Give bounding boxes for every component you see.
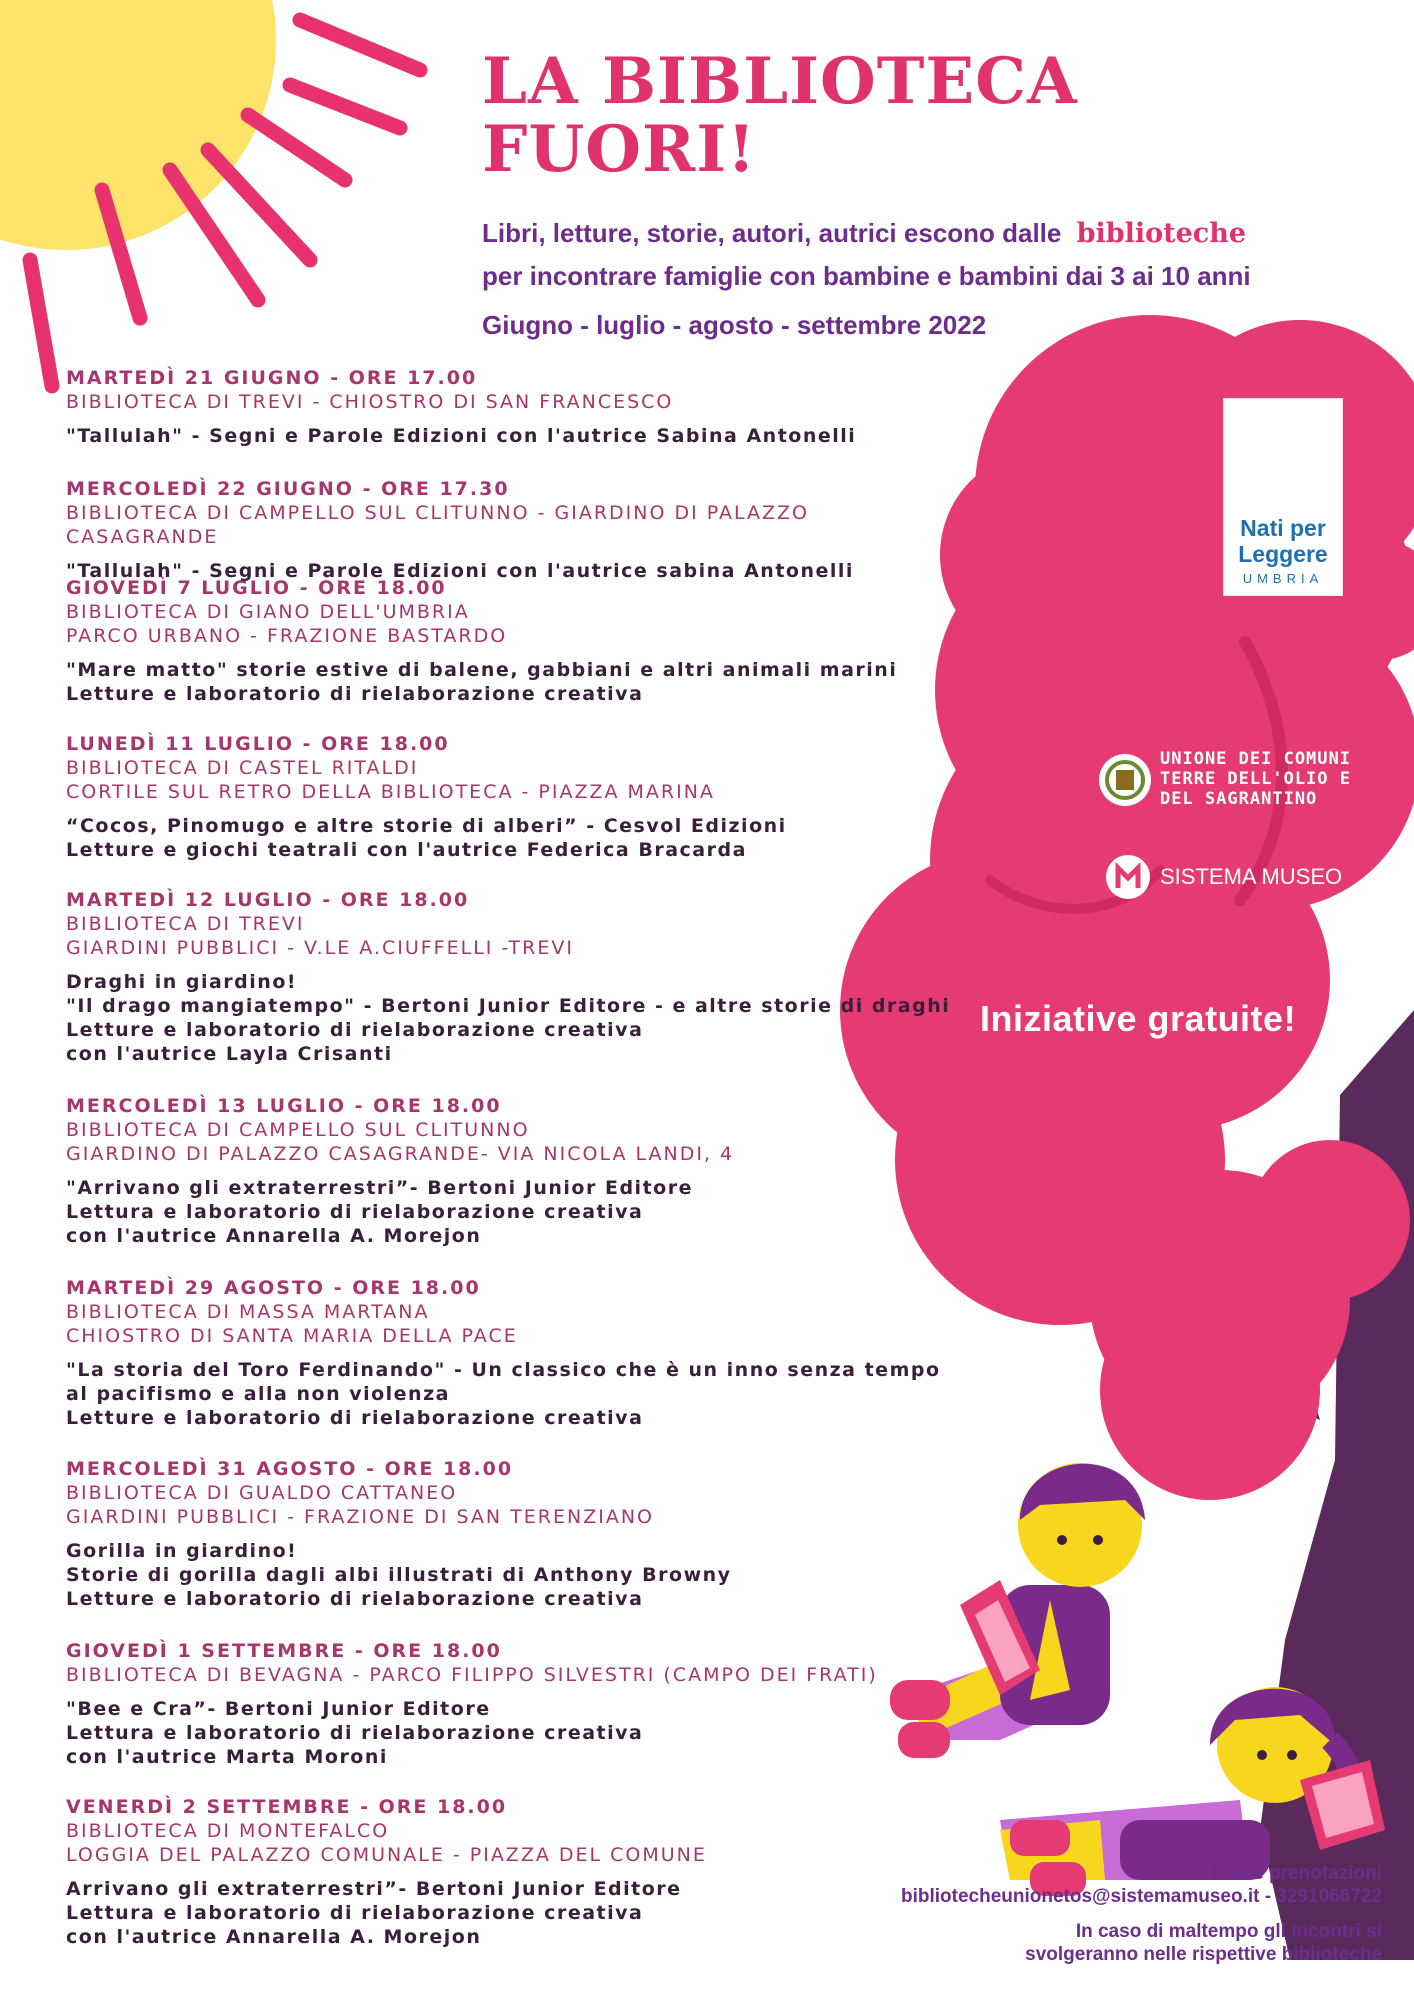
nati-per-leggere-logo: [1224, 399, 1342, 595]
event-desc: "Bee e Cra”- Bertoni Junior Editore: [66, 1698, 491, 1720]
event-4: [66, 732, 966, 862]
event-desc: "Il drago mangiatempo" - Bertoni Junior Editore - e altre storie di draghi: [66, 995, 951, 1017]
event-desc: Draghi in giardino!: [66, 971, 298, 993]
event-date: MERCOLEDÌ 31 AGOSTO - ORE 18.00: [66, 1458, 514, 1480]
event-6: [66, 1094, 966, 1248]
info-title: Info e prenotazioni: [1213, 1863, 1382, 1884]
event-desc: "Mare matto" storie estive di balene, gabbiani e altri animali marini: [66, 659, 898, 681]
event-date: VENERDÌ 2 SETTEMBRE - ORE 18.00: [66, 1796, 508, 1818]
event-desc: Letture e laboratorio di rielaborazione creativa: [66, 1019, 644, 1041]
event-9: [66, 1639, 966, 1769]
event-5: [66, 888, 966, 1066]
event-3: [66, 576, 966, 706]
npl-region: UMBRIA: [1242, 571, 1324, 586]
title-line-1: LA BIBLIOTECA: [482, 44, 1078, 119]
weather-note-line-2: svolgeranno nelle rispettive biblioteche: [1025, 1944, 1382, 1965]
npl-line-1: Nati per: [1240, 515, 1326, 541]
event-desc: "Tallulah" - Segni e Parole Edizioni con l'autrice Sabina Antonelli: [66, 425, 857, 447]
npl-wordmark: [1224, 515, 1342, 567]
event-desc: "Tallulah" - Segni e Parole Edizioni con l'autrice sabina Antonelli: [66, 560, 854, 582]
event-date: MERCOLEDÌ 22 GIUGNO - ORE 17.30: [66, 478, 510, 500]
info-block: [901, 1862, 1382, 1966]
subtitle-part-1: Libri, letture, storie, autori, autrici escono dalle: [482, 218, 1062, 248]
event-desc: Lettura e laboratorio di rielaborazione creativa: [66, 1722, 644, 1744]
event-desc: Arrivano gli extraterrestri”- Bertoni Junior Editore: [66, 1878, 682, 1900]
event-place: CORTILE SUL RETRO DELLA BIBLIOTECA - PIAZZA MARINA: [66, 781, 715, 803]
event-place: BIBLIOTECA DI MONTEFALCO: [66, 1820, 390, 1842]
event-desc: Storie di gorilla dagli albi illustrati di Anthony Browny: [66, 1564, 732, 1586]
weather-note-line-1: In caso di maltempo gli incontri si: [1075, 1921, 1382, 1942]
months-line: Giugno - luglio - agosto - settembre 2022: [482, 310, 987, 340]
subtitle-accent: biblioteche: [1076, 218, 1247, 249]
event-place: BIBLIOTECA DI CAMPELLO SUL CLITUNNO - GIARDINO DI PALAZZO CASAGRANDE: [66, 502, 809, 548]
event-desc: Letture e laboratorio di rielaborazione creativa: [66, 1588, 644, 1610]
sistema-museo-icon: [1106, 855, 1150, 899]
event-desc: Letture e giochi teatrali con l'autrice Federica Bracarda: [66, 839, 747, 861]
event-desc: "La storia del Toro Ferdinando" - Un classico che è un inno senza tempo: [66, 1359, 941, 1381]
unione-seal-icon: [1099, 754, 1151, 806]
event-place: BIBLIOTECA DI CASTEL RITALDI: [66, 757, 419, 779]
contact-info[interactable]: bibliotecheunionetos@sistemamuseo.it - 3291066722: [900, 1886, 1382, 1907]
event-place: BIBLIOTECA DI BEVAGNA - PARCO FILIPPO SILVESTRI (CAMPO DEI FRATI): [66, 1664, 878, 1686]
npl-line-2: Leggere: [1238, 541, 1328, 567]
event-place: BIBLIOTECA DI CAMPELLO SUL CLITUNNO: [66, 1119, 530, 1141]
event-place: PARCO URBANO - FRAZIONE BASTARDO: [66, 625, 508, 647]
event-place: LOGGIA DEL PALAZZO COMUNALE - PIAZZA DEL COMUNE: [66, 1844, 707, 1866]
subtitle: [482, 212, 1362, 297]
unione-comuni-logo: [1160, 749, 1360, 809]
event-desc: Gorilla in giardino!: [66, 1540, 298, 1562]
event-place: GIARDINI PUBBLICI - FRAZIONE DI SAN TERENZIANO: [66, 1506, 654, 1528]
event-place: BIBLIOTECA DI GUALDO CATTANEO: [66, 1482, 458, 1504]
event-date: LUNEDÌ 11 LUGLIO - ORE 18.00: [66, 733, 450, 755]
event-place: CHIOSTRO DI SANTA MARIA DELLA PACE: [66, 1325, 518, 1347]
event-desc: Letture e laboratorio di rielaborazione creativa: [66, 1407, 644, 1429]
event-place: BIBLIOTECA DI MASSA MARTANA: [66, 1301, 430, 1323]
event-desc: "Arrivano gli extraterrestri”- Bertoni Junior Editore: [66, 1177, 693, 1199]
event-2: [66, 477, 966, 583]
event-date: GIOVEDÌ 1 SETTEMBRE - ORE 18.00: [66, 1640, 502, 1662]
event-desc: “Cocos, Pinomugo e altre storie di alberi” - Cesvol Edizioni: [66, 815, 787, 837]
event-desc: Lettura e laboratorio di rielaborazione creativa: [66, 1902, 644, 1924]
event-desc: con l'autrice Annarella A. Morejon: [66, 1225, 482, 1247]
event-place: BIBLIOTECA DI GIANO DELL'UMBRIA: [66, 601, 470, 623]
free-events-badge: Iniziative gratuite!: [980, 998, 1297, 1039]
page-title: [482, 44, 1082, 187]
event-desc: con l'autrice Layla Crisanti: [66, 1043, 393, 1065]
event-place: GIARDINO DI PALAZZO CASAGRANDE- VIA NICOLA LANDI, 4: [66, 1143, 735, 1165]
event-7: [66, 1276, 966, 1430]
event-date: GIOVEDÌ 7 LUGLIO - ORE 18.00: [66, 577, 447, 599]
event-date: MARTEDÌ 29 AGOSTO - ORE 18.00: [66, 1277, 481, 1299]
event-desc: con l'autrice Marta Moroni: [66, 1746, 388, 1768]
sun-shape: [0, 0, 276, 250]
event-date: MARTEDÌ 21 GIUGNO - ORE 17.00: [66, 367, 478, 389]
event-desc: al pacifismo e alla non violenza: [66, 1383, 450, 1405]
event-10: [66, 1795, 966, 1949]
event-place: BIBLIOTECA DI TREVI - CHIOSTRO DI SAN FRANCESCO: [66, 391, 674, 413]
event-8: [66, 1457, 966, 1611]
event-date: MARTEDÌ 12 LUGLIO - ORE 18.00: [66, 889, 470, 911]
subtitle-line-2: per incontrare famiglie con bambine e bambini dai 3 ai 10 anni: [482, 261, 1251, 291]
sistema-museo-logo: SISTEMA MUSEO: [1160, 864, 1343, 889]
title-line-2: FUORI!: [482, 112, 757, 187]
event-1: [66, 366, 966, 448]
event-desc: Letture e laboratorio di rielaborazione creativa: [66, 683, 644, 705]
event-place: BIBLIOTECA DI TREVI: [66, 913, 305, 935]
event-desc: Lettura e laboratorio di rielaborazione creativa: [66, 1201, 644, 1223]
unione-line-2: TERRE DELL'OLIO E: [1160, 769, 1351, 789]
unione-line-3: DEL SAGRANTINO: [1160, 789, 1318, 809]
unione-line-1: UNIONE DEI COMUNI: [1160, 749, 1351, 769]
event-desc: con l'autrice Annarella A. Morejon: [66, 1926, 482, 1948]
event-date: MERCOLEDÌ 13 LUGLIO - ORE 18.00: [66, 1095, 502, 1117]
event-place: GIARDINI PUBBLICI - V.LE A.CIUFFELLI -TREVI: [66, 937, 574, 959]
